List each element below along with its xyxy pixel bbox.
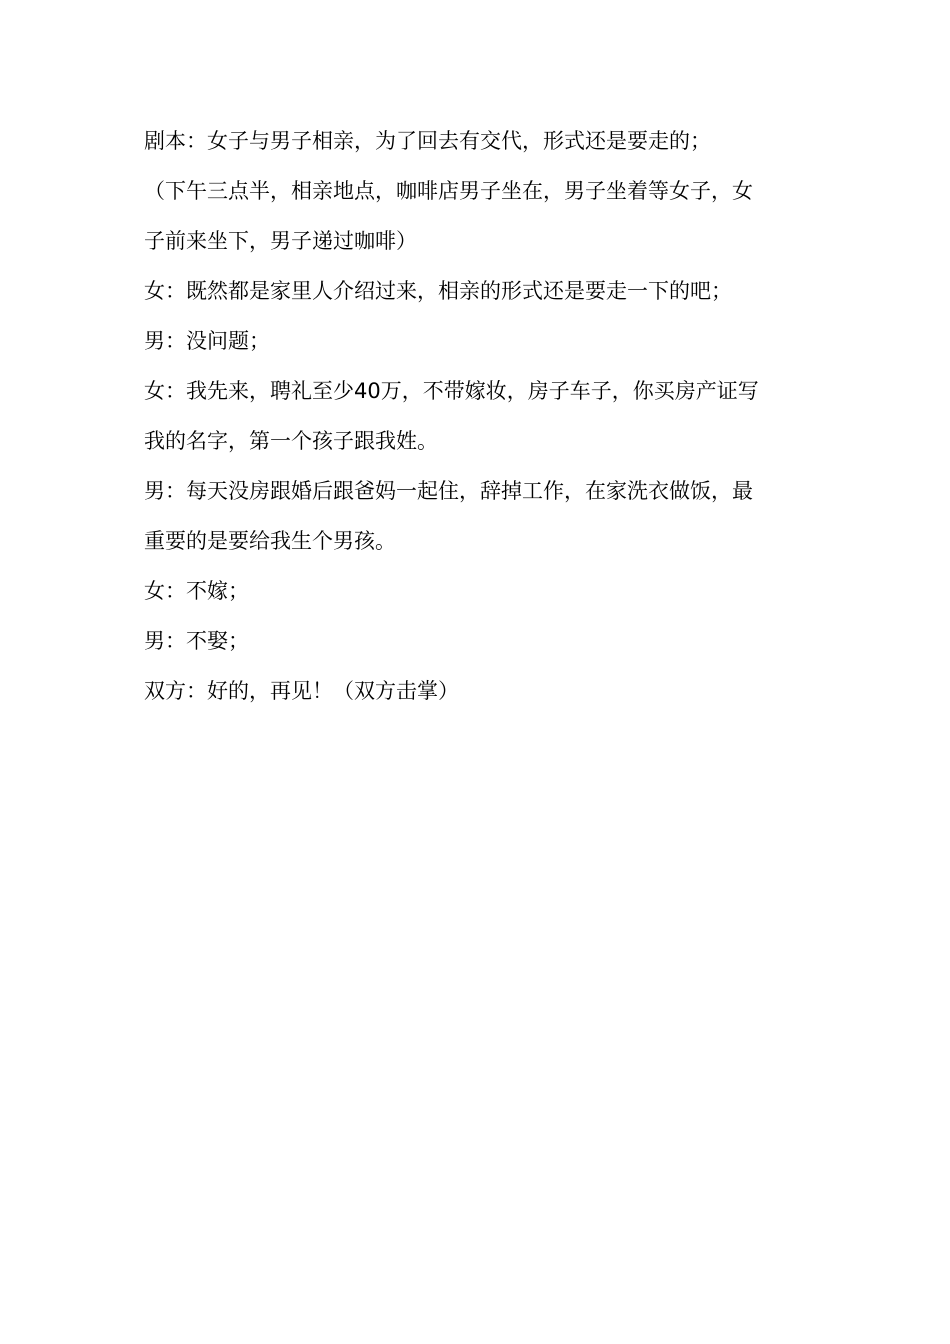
dialogue-line: 男：没问题； [144,329,270,353]
dialogue-line: 女：不嫁； [144,579,249,603]
dialogue-line: 双方：好的，再见！（双方击掌） [144,679,459,703]
stage-direction-line: 子前来坐下，男子递过咖啡） [144,229,417,253]
dialogue-line: 女：我先来，聘礼至少40万，不带嫁妆，房子车子，你买房产证写 [144,379,759,403]
dialogue-line: 女：既然都是家里人介绍过来，相亲的形式还是要走一下的吧； [144,279,732,303]
stage-direction-line: （下午三点半，相亲地点，咖啡店男子坐在，男子坐着等女子，女 [144,179,753,203]
dialogue-line: 重要的是要给我生个男孩。 [144,529,396,553]
script-text-body [144,116,814,716]
dialogue-line: 男：每天没房跟婚后跟爸妈一起住，辞掉工作，在家洗衣做饭，最 [144,479,753,503]
dialogue-line: 男：不娶； [144,629,249,653]
dialogue-line: 我的名字，第一个孩子跟我姓。 [144,429,438,453]
script-title-line: 剧本：女子与男子相亲，为了回去有交代，形式还是要走的； [144,129,711,153]
